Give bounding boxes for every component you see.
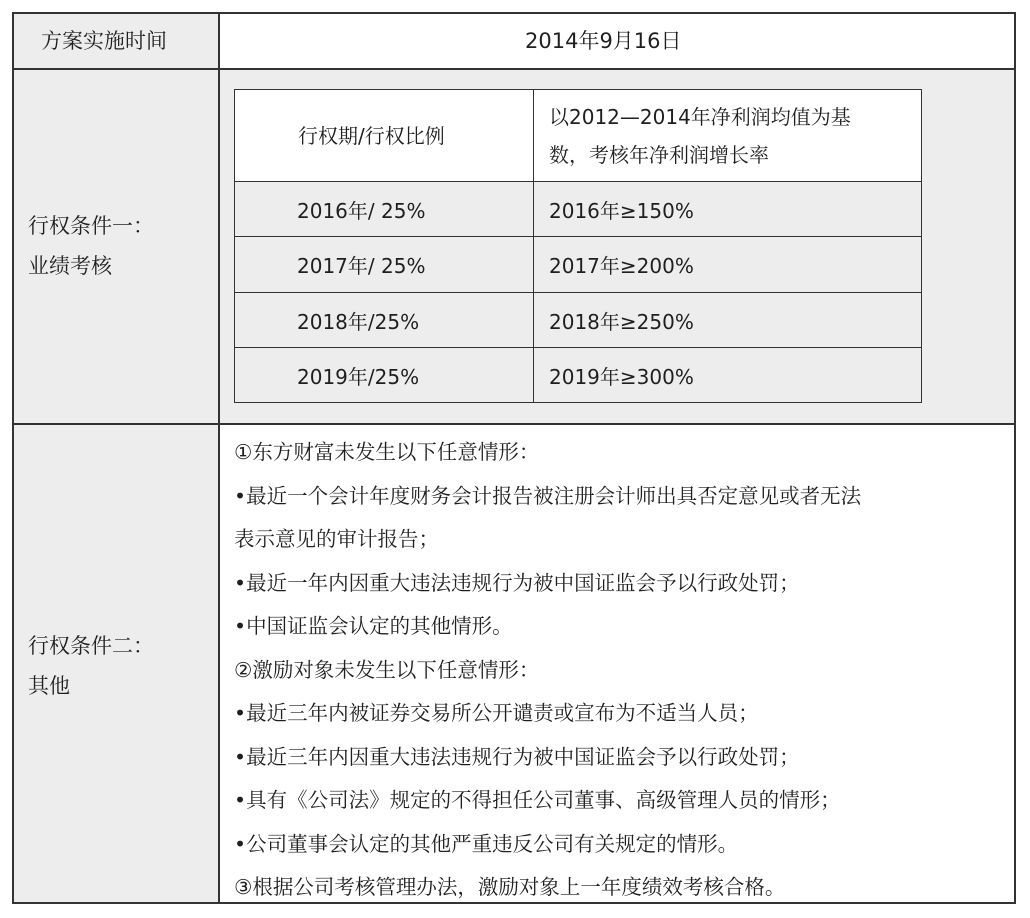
condition-line: •具有《公司法》规定的不得担任公司董事、高级管理人员的情形； — [234, 788, 841, 812]
growth-cell: 2016年≥150% — [549, 199, 694, 223]
implementation-date: 2014年9月16日 — [525, 29, 682, 53]
performance-table — [234, 89, 922, 403]
condition-line: ③根据公司考核管理办法，激励对象上一年度绩效考核合格。 — [234, 875, 786, 899]
row-divider — [12, 68, 1016, 70]
condition2-label-cell — [14, 425, 218, 902]
condition-line: •中国证监会认定的其他情形。 — [234, 614, 513, 638]
condition2-label-line2: 其他 — [28, 674, 70, 698]
growth-cell: 2018年≥250% — [549, 310, 694, 334]
col2-header-line2: 数，考核年净利润增长率 — [549, 143, 769, 167]
growth-cell: 2019年≥300% — [549, 365, 694, 389]
period-cell: 2018年/25% — [297, 310, 420, 334]
condition-line: ①东方财富未发生以下任意情形： — [234, 440, 540, 464]
header-label: 方案实施时间 — [41, 29, 167, 53]
condition2-label-line1: 行权条件二： — [28, 634, 154, 658]
condition1-label-line1: 行权条件一： — [28, 214, 154, 238]
condition-line: •最近一年内因重大违法违规行为被中国证监会予以行政处罚； — [234, 570, 800, 595]
col1-header: 行权期/行权比例 — [298, 124, 445, 148]
column-divider — [533, 90, 534, 402]
condition-line: •最近三年内被证券交易所公开谴责或宣布为不适当人员； — [234, 701, 759, 725]
period-cell: 2017年/ 25% — [297, 254, 426, 278]
period-cell: 2016年/ 25% — [297, 199, 426, 223]
row-divider — [12, 423, 1016, 425]
col2-header-line1: 以2012—2014年净利润均值为基 — [549, 105, 851, 129]
period-cell: 2019年/25% — [297, 365, 420, 389]
condition1-label-cell — [14, 70, 218, 423]
condition2-content — [234, 437, 1009, 916]
growth-cell: 2017年≥200% — [549, 254, 694, 278]
condition-line: ②激励对象未发生以下任意情形： — [234, 657, 540, 682]
condition-line: 表示意见的审计报告； — [234, 527, 439, 551]
condition-line: •最近三年内因重大违法违规行为被中国证监会予以行政处罚； — [234, 744, 800, 769]
condition1-label-line2: 业绩考核 — [28, 254, 112, 278]
condition-line: •公司董事会认定的其他严重违反公司有关规定的情形。 — [234, 831, 739, 856]
column-divider — [218, 12, 220, 904]
condition-line: •最近一个会计年度财务会计报告被注册会计师出具否定意见或者无法 — [234, 483, 862, 508]
